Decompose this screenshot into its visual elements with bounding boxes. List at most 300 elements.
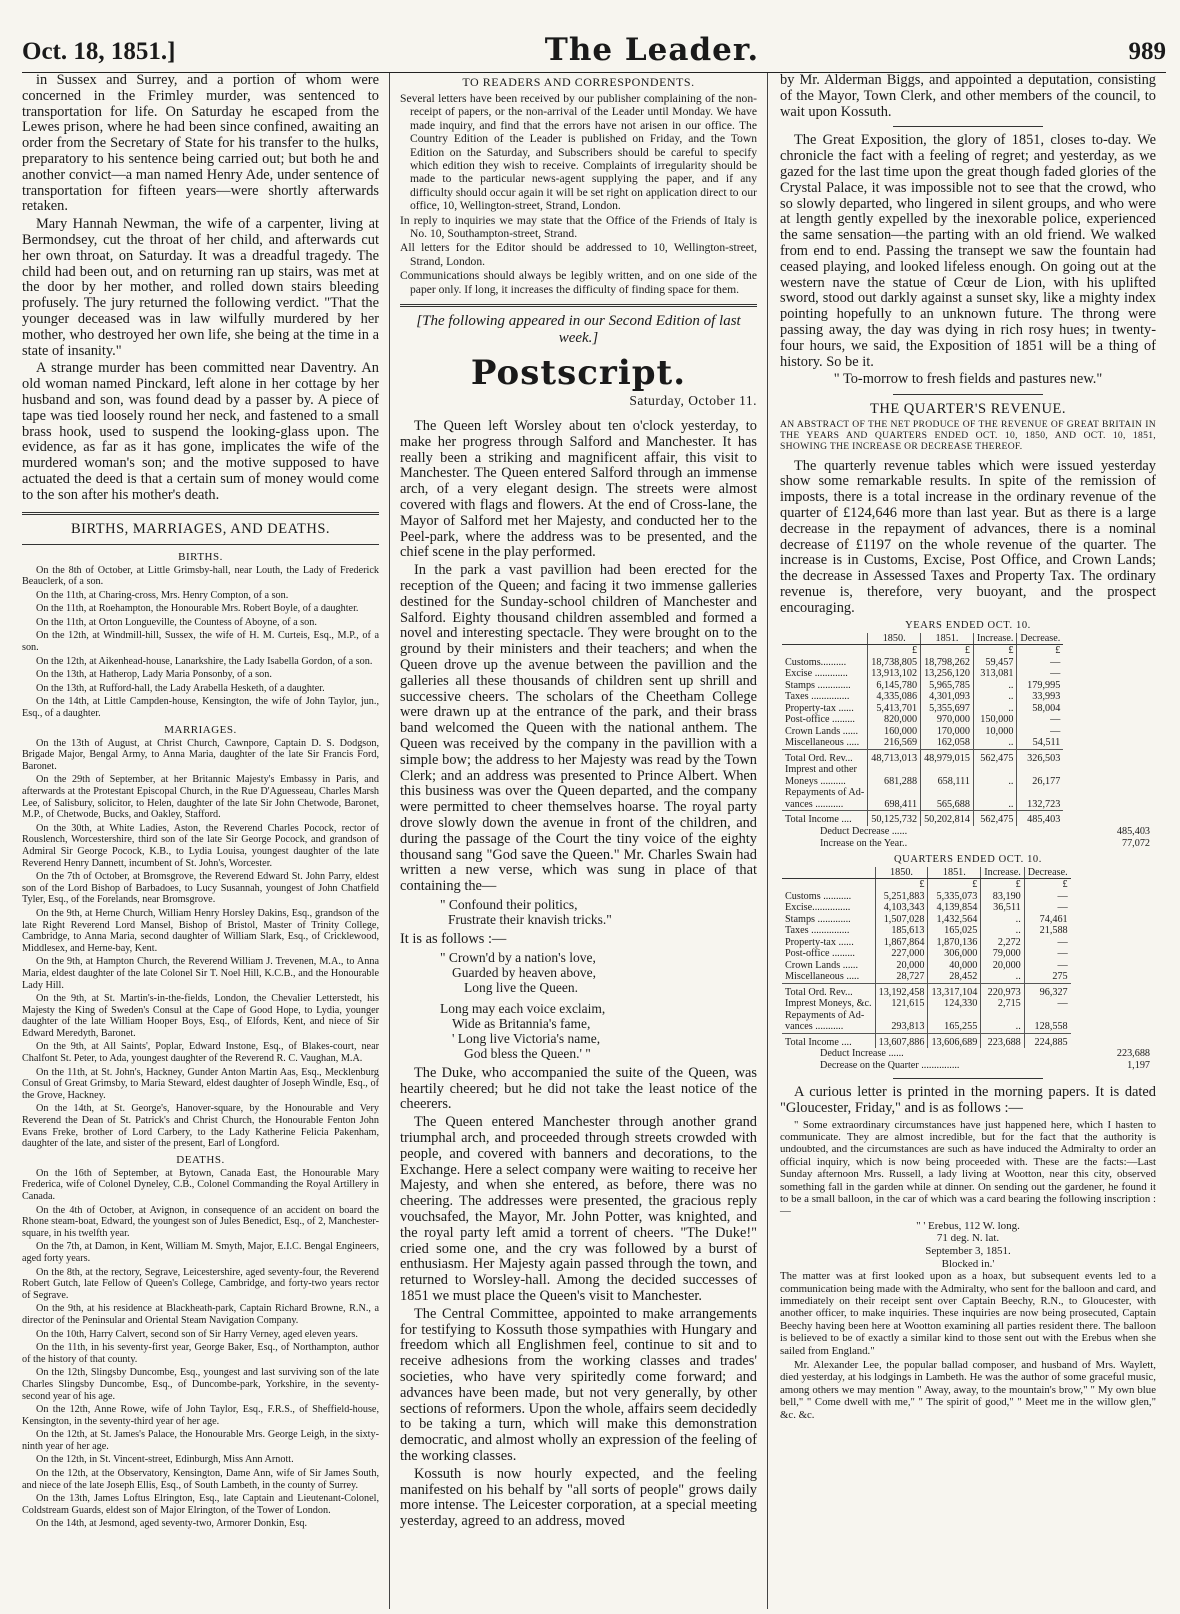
adjustment-row — [780, 838, 1156, 850]
table-cell: £ — [921, 645, 974, 657]
table-cell: Decrease. — [1017, 633, 1063, 645]
row-label: vances ........... — [785, 1021, 844, 1032]
table-cell — [921, 764, 974, 776]
table-cell: 293,813 — [875, 1021, 928, 1033]
table-cell: 40,000 — [928, 960, 981, 972]
table-cell: 48,713,013 — [868, 749, 921, 764]
marriage-notice: On the 9th, at Hampton Church, the Reverend William J. Trevenen, M.A., to Anna Maria, eldest daughter of the late Colonel Sir T. Noel Hill, K.C.B., and the Honourable Lady Hill. — [22, 956, 379, 991]
table-cell: 562,475 — [973, 811, 1016, 826]
row-label: vances ........... — [785, 798, 844, 810]
table-cell: 1,870,136 — [928, 937, 981, 949]
row-label: Post-office ......... — [785, 714, 855, 725]
table-cell — [981, 1010, 1024, 1022]
table-cell — [921, 787, 974, 799]
table-cell: 313,081 — [973, 668, 1016, 680]
table-cell: 83,190 — [981, 891, 1024, 903]
table-cell: 4,103,343 — [875, 902, 928, 914]
notice-paragraph: In reply to inquiries we may state that the Office of the Friends of Italy is No. 10, Southampton-street, Strand. — [400, 213, 757, 241]
table-cell: 121,615 — [875, 998, 928, 1010]
table-cell — [973, 787, 1016, 799]
table-row — [782, 983, 1071, 998]
notice-paragraph: Several letters have been received by our publisher complaining of the non-receipt of papers, or the non-arrival of the Leader until Monday. We have made inquiry, and find that the errors have not arisen in our office. The Country Edition of the Leader is published on Friday, and the Town Edition on the Saturday, and Subscribers should be careful to specify which edition they wish to receive. Complaints of irregularity should be made to the particular news-agent supplying the paper, and if any difficulty should occur again it will be set right on application direct to our office, 10, Wellington-street, Strand, London. — [400, 92, 757, 213]
article-paragraph: Kossuth is now hourly expected, and the feeling manifested on his behalf by "all sorts of people" grows daily more intense. The Leicester corporation, at a special meeting yesterday, agreed to an address, moved — [400, 1465, 757, 1530]
birth-notice: On the 12th, at Aikenhead-house, Lanarkshire, the Lady Isabella Gordon, of a son. — [36, 655, 373, 667]
row-label — [782, 633, 868, 645]
short-divider — [893, 394, 1043, 395]
column-right — [768, 73, 1156, 1609]
adjustment-value: 77,072 — [1121, 837, 1150, 849]
birth-notice: On the 8th of October, at Little Grimsby-hall, near Louth, the Lady of Frederick Beauclerk, of a son. — [22, 564, 379, 588]
manchester-kossuth-article — [400, 1066, 757, 1530]
deputation-text: by Mr. Alderman Biggs, and appointed a deputation, consisting of the Mayor, Town Clerk, and other members of the council, to wait upon Kossuth. — [780, 73, 1156, 120]
verse-line: Long live the Queen. — [464, 979, 578, 995]
row-label: Repayments of Ad- — [785, 1009, 865, 1021]
inscription-line: Blocked in.' — [941, 1257, 995, 1270]
table-row — [782, 937, 1071, 949]
death-notice: On the 13th, James Loftus Elrington, Esq., late Captain and Lieutenant-Colonel, Coldstream Guards, eldest son of Major Elrington, of the Tower of London. — [22, 1493, 379, 1516]
article-paragraph: The Queen entered Manchester through another grand triumphal arch, and proceeded through streets crowded with people, and covered with banners and decorations, to the Exchange. Here a select company were waiting to receive her Majesty, and when she entered, as before, there was no cheering. The addresses were presented, the gracious reply vouchsafed, the Mayor, Mr. John Potter, was knighted, and the royal party left amid a torrent of cheers. "The Duke!" cried some one, and the cry was followed by a burst of enthusiasm. Her Majesty again passed through the town, and returned to Worsley-hall. Among the decided successes of 1851 we must place the Queen's visit to Manchester. — [400, 1114, 757, 1304]
table-cell: 13,317,104 — [928, 983, 981, 998]
table-header-row — [782, 867, 1071, 879]
death-notice: On the 11th, in his seventy-first year, George Baker, Esq., of Northampton, author of the history of that county. — [22, 1342, 379, 1365]
table-cell: 658,111 — [921, 776, 974, 788]
table-row — [782, 971, 1071, 983]
table-row — [782, 749, 1063, 764]
table-row — [782, 811, 1063, 826]
row-label: Total Ord. Rev... — [782, 749, 868, 764]
death-notice: On the 12th, in St. Vincent-street, Edinburgh, Miss Ann Arnott. — [36, 1454, 294, 1466]
marriages-list — [22, 738, 379, 1150]
adjustment-label: Decrease on the Quarter ............... — [820, 1060, 960, 1071]
birth-notice: On the 12th, at Windmill-hill, Sussex, the wife of H. M. Curteis, Esq., M.P., of a son. — [22, 630, 379, 654]
row-label: Repayments of Ad- — [785, 787, 865, 798]
table-cell: — — [1024, 948, 1070, 960]
verse-original — [440, 897, 757, 927]
news-paragraph: in Sussex and Surrey, and a portion of whom were concerned in the Frimley murder, was sentenced to transportation for life. On Saturday he escaped from the Lewes prison, where he had been since confined, awaiting an order from the Secretary of State for his transfer to the hulks, preparatory to his sentence being carried out; but both he and another convict—a man named Henry Ade, under sentence of transportation for fifteen years—were shortly afterwards retaken. — [22, 73, 379, 215]
table-cell: 4,139,854 — [928, 902, 981, 914]
table-cell: 170,000 — [921, 726, 974, 738]
table-cell: 216,569 — [868, 737, 921, 749]
marriage-notice: On the 7th of October, at Bromsgrove, the Reverend Edward St. John Parry, eldest son of the Lord Bishop of Barbadoes, to Lucy Susannah, youngest of John Chatfield Tyler, Esq., of the Forelands, near Bromsgrove. — [22, 871, 379, 906]
table-row — [782, 891, 1071, 903]
table-cell: 165,255 — [928, 1021, 981, 1033]
revenue-subtitle: AN ABSTRACT OF THE NET PRODUCE OF THE REVENUE OF GREAT BRITAIN IN THE YEARS AND QUARTERS ENDED OCT. 10, 1850, AND OCT. 10, 1851, SHOWING THE INCREASE OR DECREASE THEREOF. — [780, 419, 1156, 452]
table-cell: 96,327 — [1024, 983, 1070, 998]
table-cell: £ — [973, 645, 1016, 657]
inscription-line: 71 deg. N. lat. — [936, 1232, 1000, 1245]
marriage-notice: On the 9th, at Herne Church, William Henry Horsley Dakins, Esq., grandson of the late Right Reverend Lord Mansel, Bishop of Bristol, Master of Trinity College, Cambridge, to Anna Maria, second daughter of William Slark, Esq., of Cricklewood, Middlesex, and Herne-bay, Kent. — [22, 907, 379, 954]
table-cell: 227,000 — [875, 948, 928, 960]
postscript-dateline: Saturday, October 11. — [629, 393, 757, 409]
table-row — [782, 1021, 1071, 1033]
row-label: Total Income .... — [782, 1033, 875, 1048]
table-cell: 13,192,458 — [875, 983, 928, 998]
quarters-revenue-table — [782, 867, 1071, 1049]
birth-notice: On the 11th, at Charing-cross, Mrs. Henry Compton, of a son. — [36, 589, 289, 601]
table-cell: Increase. — [973, 633, 1016, 645]
marriage-notice: On the 13th of August, at Christ Church, Cawnpore, Captain D. S. Dodgson, Brigade Major, Bengal Army, to Anna Maria, daughter of the late Sir Francis Ford, Baronet. — [22, 737, 379, 772]
table-row — [782, 960, 1071, 972]
masthead — [22, 8, 1166, 73]
table-cell: 5,355,697 — [921, 703, 974, 715]
table-cell: 820,000 — [868, 714, 921, 726]
column-left — [22, 73, 390, 1609]
table-row — [782, 726, 1063, 738]
table-cell: 33,993 — [1017, 691, 1063, 703]
table-cell: 565,688 — [921, 799, 974, 811]
death-notice: On the 10th, Harry Calvert, second son of Sir Harry Verney, aged eleven years. — [36, 1328, 358, 1340]
table-cell: 128,558 — [1024, 1021, 1070, 1033]
death-notice: On the 7th, at Damon, in Kent, William M. Smyth, Major, E.I.C. Bengal Engineers, aged forty years. — [22, 1241, 379, 1264]
births-list — [22, 565, 379, 720]
table-cell: 306,000 — [928, 948, 981, 960]
short-divider — [893, 126, 1043, 127]
row-label: Stamps ............. — [785, 679, 851, 691]
row-label: Customs ........... — [785, 890, 852, 902]
postscript-title: Postscript. — [470, 353, 687, 394]
table-row — [782, 1010, 1071, 1022]
table-row — [782, 879, 1071, 891]
newspaper-title: The Leader. — [544, 32, 760, 68]
adjustment-row — [780, 1060, 1156, 1072]
death-notice: On the 12th, Anne Rowe, wife of John Taylor, Esq., F.R.S., of Sheffield-house, Kensington, in the seventy-third year of her age. — [22, 1404, 379, 1427]
crime-news — [22, 73, 379, 504]
table-cell — [868, 787, 921, 799]
table-cell — [1017, 787, 1063, 799]
row-label: Imprest and other — [785, 764, 857, 775]
table-cell: 13,606,689 — [928, 1033, 981, 1048]
table-cell: .. — [973, 799, 1016, 811]
table-row — [782, 703, 1063, 715]
verse-line: Long may each voice exclaim, — [440, 1000, 606, 1016]
article-paragraph: The Queen left Worsley about ten o'clock yesterday, to make her progress through Salford and Manchester. It has really been a striking and magnificent affair, this visit to Manchester. The Queen entered Salford through an immense arch, of a very elegant design. The streets were almost covered with flags and flowers. At the end of Cross-lane, the Mayor of Salford met her Majesty, and conducted her to the Peel-park, where the address was to be presented, and the chief scene in the play performed. — [400, 418, 757, 561]
table-cell: 160,000 — [868, 726, 921, 738]
table-cell: 50,125,732 — [868, 811, 921, 826]
deaths-list — [22, 1168, 379, 1530]
letter-body: " Some extraordinary circumstances have just happened here, which I hasten to communicate. They are almost incredible, but for the fact that the authority is undoubted, and the circumstances are such as have induced the Admiralty to order an official inquiry, which is now being proceeded with. These are the facts:—Last Sunday afternoon Mrs. Russell, a lady living at Wootton, near this city, observed something fall in the garden while at dinner. On sending out the gardener, he found it to be a small balloon, in the car of which was a card bearing the following inscription :— — [780, 1118, 1156, 1218]
table-cell: 1851. — [921, 633, 974, 645]
adjustment-value: 223,688 — [1116, 1048, 1150, 1059]
marriage-notice: On the 30th, at White Ladies, Aston, the Reverend Charles Pocock, rector of Rouslench, Worcestershire, third son of the late Sir George Pocock, and grandson of Admiral Sir George Pocock, K.B., to Lydia Louisa, youngest daughter of the late Reverend Henry Dannett, incumbent of St. John's, Worcester. — [22, 822, 379, 869]
table-cell: — — [1024, 960, 1070, 972]
table-cell: — — [1024, 998, 1070, 1010]
table-row — [782, 902, 1071, 914]
table-cell: £ — [868, 645, 921, 657]
table-cell: — — [1024, 891, 1070, 903]
table-cell: 13,256,120 — [921, 668, 974, 680]
table-cell: 5,335,073 — [928, 891, 981, 903]
table-cell: .. — [973, 680, 1016, 692]
adjustment-row — [780, 1048, 1156, 1060]
death-notice: On the 12th, Slingsby Duncombe, Esq., youngest and last surviving son of the late Charles Slingsby Duncombe, Esq., of Duncombe-park, Yorkshire, in the seventy-second year of his age. — [22, 1367, 379, 1402]
table-cell: 1,867,864 — [875, 937, 928, 949]
adjustment-value: 1,197 — [1127, 1060, 1150, 1071]
table-cell: 26,177 — [1017, 776, 1063, 788]
verse-line: " Crown'd by a nation's love, — [440, 949, 596, 965]
adjustment-value: 485,403 — [1116, 825, 1150, 837]
table-cell: — — [1017, 668, 1063, 680]
second-edition-note: [The following appeared in our Second Edition of last week.] — [416, 313, 741, 347]
row-label: Customs.......... — [785, 656, 847, 668]
table-row — [782, 680, 1063, 692]
birth-notice: On the 11th, at Roehampton, the Honourable Mrs. Robert Boyle, of a daughter. — [36, 603, 359, 615]
news-paragraph: Mary Hannah Newman, the wife of a carpenter, living at Bermondsey, cut the throat of her child, and afterwards cut her own throat, on Saturday. It was a dreadful tragedy. The child had been out, and on returning ran up stairs, was met at the door by her mother, and rolled down stairs bleeding profusely. The jury returned the following verdict. "That the younger deceased was in law wilfully murdered by her mother, who destroyed her own life, she being at the time in a state of insanity." — [22, 216, 379, 359]
table-cell: 6,145,780 — [868, 680, 921, 692]
table-cell: 326,503 — [1017, 749, 1063, 764]
years-table-caption: YEARS ENDED OCT. 10. — [905, 619, 1031, 631]
table-cell: 2,715 — [981, 998, 1024, 1010]
table-cell: 13,913,102 — [868, 668, 921, 680]
table-row — [782, 914, 1071, 926]
row-label — [782, 867, 875, 879]
section-title-bmd: BIRTHS, MARRIAGES, AND DEATHS. — [70, 520, 331, 537]
table-row — [782, 998, 1071, 1010]
table-cell: 150,000 — [973, 714, 1016, 726]
table-row — [782, 764, 1063, 776]
table-cell: 165,025 — [928, 925, 981, 937]
table-cell: .. — [973, 691, 1016, 703]
verse-line: Guarded by heaven above, — [452, 964, 596, 980]
article-paragraph: In the park a vast pavillion had been erected for the reception of the Queen; and facing it two immense galleries destined for the Sunday-school children of Manchester and Salford. Eighty thousand children assembled and formed a novel and interesting spectacle. They were brought on to the ground by their ministers and their teachers; and when the Queen drove up the avenue between the pavillion and the galleries all these thousands of children sent up shrill and successive cheers. The scholars of the Cheetham College were drawn up at the entrance of the park, and their brass band welcomed the Queen with the national anthem. The Queen was received by the company in the pavillion with a simple bow; the address to her Majesty was read by the Town Clerk; and an address was presented to Prince Albert. When this business was over the Queen departed, and the company were permitted to cheer themselves hoarse. The royal party drove slowly down the avenue in front of the children, and during the passage of the Court the tiny voice of the eighty thousand sang "God save the Queen." Mr. Charles Swain had written a new verse, which was sung in place of that containing the— — [400, 562, 757, 895]
table-cell: 185,613 — [875, 925, 928, 937]
death-notice: On the 8th, at the rectory, Segrave, Leicestershire, aged seventy-four, the Reverend Robert Gutch, late Fellow of Queen's College, Cambridge, and forty-two years rector of Segrave. — [22, 1266, 379, 1301]
death-notice: On the 4th of October, at Avignon, in consequence of an accident on board the Rhone steam-boat, Edward, the youngest son of Jules Benedict, Esq., of 2, Manchester-square, in his twelfth year. — [22, 1204, 379, 1239]
table-row — [782, 799, 1063, 811]
marriage-notice: On the 11th, at St. John's, Hackney, Gunder Anton Martin Aas, Esq., Mecklenburg Consul of Great Grimsby, to Maria Steward, eldest daughter of Joseph Windle, Esq., of the Grove, Hackney. — [22, 1066, 379, 1101]
short-divider — [893, 1078, 1043, 1079]
verse-new — [440, 950, 757, 1061]
row-label: Moneys .......... — [785, 775, 846, 787]
table-row — [782, 645, 1063, 657]
row-label: Excise ............. — [785, 668, 848, 679]
table-cell: — — [1017, 714, 1063, 726]
table-cell — [875, 1010, 928, 1022]
table-cell: .. — [973, 737, 1016, 749]
inscription-line: " ' Erebus, 112 W. long. — [916, 1219, 1020, 1232]
table-cell — [1017, 764, 1063, 776]
news-paragraph: A strange murder has been committed near Daventry. An old woman named Pinckard, left alone in her cottage by her husband and son, was found dead by a passer by. A piece of tape was tied loosely round her neck, and fastened to a small brass hook, used to suspend the looking-glass upon. The evidence, as far as it has gone, implicates the wife of the murdered woman's son; and the motive supposed to have actuated the deed is that a certain sum of money would come to the son after his mother's death. — [22, 360, 379, 503]
table-cell: .. — [981, 1021, 1024, 1033]
row-label: Stamps ............. — [785, 913, 851, 925]
table-cell: Decrease. — [1024, 867, 1070, 879]
row-label: Crown Lands ...... — [785, 959, 859, 971]
death-notice: On the 12th, at the Observatory, Kensington, Dame Ann, wife of Sir James South, and niece of the late Joseph Ellis, Esq., of South Lambeth, in the county of Surrey. — [22, 1468, 379, 1491]
table-cell — [928, 1010, 981, 1022]
table-cell: .. — [973, 776, 1016, 788]
table-cell: 36,511 — [981, 902, 1024, 914]
adjustment-label: Deduct Decrease ...... — [820, 825, 908, 837]
marriages-heading: MARRIAGES. — [164, 723, 237, 736]
table-header-row — [782, 633, 1063, 645]
table-cell: — — [1024, 937, 1070, 949]
table-cell: 1851. — [928, 867, 981, 879]
adjustment-row — [780, 826, 1156, 838]
table-cell: £ — [1017, 645, 1063, 657]
columns — [22, 73, 1166, 1609]
balloon-inscription — [780, 1220, 1156, 1270]
lee-obituary: Mr. Alexander Lee, the popular ballad composer, and husband of Mrs. Waylett, died yesterday, at his lodgings in Lambeth. He was the author of some graceful music, among others we may mention " Away, away, to the mountain's brow," " My own blue bell," " Come dwell with me," " The spirit of good," " Meet me in the willow glen," &c. &c. — [780, 1359, 1156, 1421]
exhibition-quote: " To-morrow to fresh fields and pastures new." — [833, 371, 1103, 388]
row-label: Property-tax ...... — [785, 702, 854, 714]
table-cell: 4,335,086 — [868, 691, 921, 703]
table-cell: Increase. — [981, 867, 1024, 879]
row-label — [782, 879, 875, 891]
table-cell: 179,995 — [1017, 680, 1063, 692]
adjustment-label: Deduct Increase ...... — [820, 1048, 904, 1059]
letter-continuation: The matter was at first looked upon as a hoax, but subsequent events led to a communication being made with the Admiralty, who sent for the balloon and card, and immediately on their receipt sent over Captain Beechy, R.N., to Gloucester, with another officer, to make inquiries. These inquiries are now being prosecuted, Captain Beechy having been here at Wootton examining all parties resident there. The balloon is believed to be of exactly a similar kind to those sent out with the Erebus when she sailed from England." — [780, 1270, 1156, 1357]
quarters-table-caption: QUARTERS ENDED OCT. 10. — [893, 853, 1042, 865]
table-cell: 132,723 — [1017, 799, 1063, 811]
revenue-summary: The quarterly revenue tables which were issued yesterday show some remarkable results. In spite of the remission of imposts, there is a total increase in the ordinary revenue of the quarter of £124,646 more than last year. But as there is a large decrease in the repayment of advances, there is a nominal decrease of £1197 on the whole revenue of the quarter. The increase is in Customs, Excise, Post Office, and Crown Lands; the decrease in Assessed Taxes and Property Tax. The ordinary revenue is, therefore, very buoyant, and the prospect encouraging. — [780, 457, 1156, 616]
row-label: Excise............... — [785, 902, 851, 913]
table-cell: 223,688 — [981, 1033, 1024, 1048]
marriage-notice: On the 14th, at St. George's, Hanover-square, by the Honourable and Very Reverend the Dean of St. Patrick's and Christ Church, the Honourable Fenton John Evans Freke, brother of Lord Carbery, to the Lady Katherine Felicia Pakenham, daughter of the late, and sister of the present, Earl of Longford. — [22, 1103, 379, 1150]
years-adjustment — [780, 826, 1156, 850]
row-label: Crown Lands ...... — [785, 725, 859, 737]
row-label: Taxes ............... — [785, 925, 850, 936]
table-cell: 220,973 — [981, 983, 1024, 998]
inscription-line: September 3, 1851. — [925, 1245, 1011, 1258]
table-row — [782, 925, 1071, 937]
notice-paragraph: Communications should always be legibly written, and on one side of the paper only. If long, it increases the difficulty of finding space for them. — [400, 269, 757, 296]
notice-heading: TO READERS AND CORRESPONDENTS. — [462, 75, 695, 89]
table-cell: 162,058 — [921, 737, 974, 749]
table-cell: 10,000 — [973, 726, 1016, 738]
table-row — [782, 787, 1063, 799]
table-cell: — — [1017, 657, 1063, 669]
table-cell: 20,000 — [875, 960, 928, 972]
table-cell: 698,411 — [868, 799, 921, 811]
row-label — [782, 645, 868, 657]
revenue-title: THE QUARTER'S REVENUE. — [870, 401, 1066, 418]
row-label: Imprest Moneys, &c. — [785, 998, 872, 1009]
table-cell: 2,272 — [981, 937, 1024, 949]
verse-line: Wide as Britannia's fame, — [452, 1015, 591, 1031]
table-cell: .. — [981, 914, 1024, 926]
table-cell: 48,979,015 — [921, 749, 974, 764]
quarters-adjustment — [780, 1048, 1156, 1072]
table-cell: 970,000 — [921, 714, 974, 726]
deaths-heading: DEATHS. — [176, 1153, 225, 1166]
table-cell: £ — [981, 879, 1024, 891]
table-row — [782, 657, 1063, 669]
table-cell: 124,330 — [928, 998, 981, 1010]
table-row — [782, 948, 1071, 960]
birth-notice: On the 13th, at Rufford-hall, the Lady Arabella Hesketh, of a daughter. — [36, 682, 325, 694]
table-cell: 4,301,093 — [921, 691, 974, 703]
table-cell: 5,965,785 — [921, 680, 974, 692]
marriage-notice: On the 9th, at All Saints', Poplar, Edward Instone, Esq., of Blakes-court, near Chalfont St. Peter, to Ada, youngest daughter of the Reverend R. C. Vaughan, M.A. — [22, 1041, 379, 1065]
marriage-notice: On the 9th, at St. Martin's-in-the-fields, London, the Chevalier Letterstedt, his Majesty the King of Sweden's Consul at the Cape of Good Hope, to Lydia, younger daughter of the late William Hooper Boys, Esq., of Elfords, Kent, and niece of Sir Edward Meredyth, Baronet. — [22, 993, 379, 1039]
table-cell: 562,475 — [973, 749, 1016, 764]
table-row — [782, 714, 1063, 726]
row-label: Total Income .... — [782, 811, 868, 826]
row-label: Post-office ......... — [785, 948, 855, 959]
verse-line: God bless the Queen.' " — [464, 1045, 591, 1061]
table-cell: 59,457 — [973, 657, 1016, 669]
column-middle — [390, 73, 768, 1609]
table-cell: £ — [875, 879, 928, 891]
table-cell: 18,738,805 — [868, 657, 921, 669]
table-cell: 224,885 — [1024, 1033, 1070, 1048]
table-cell: 5,251,883 — [875, 891, 928, 903]
table-cell: 50,202,814 — [921, 811, 974, 826]
table-cell: 485,403 — [1017, 811, 1063, 826]
row-label: Total Ord. Rev... — [782, 983, 875, 998]
table-cell — [973, 764, 1016, 776]
table-cell: 28,452 — [928, 971, 981, 983]
table-cell: 1850. — [875, 867, 928, 879]
births-heading: BIRTHS. — [178, 550, 223, 563]
death-notice: On the 12th, at St. James's Palace, the Honourable Mrs. George Leigh, in the sixty-ninth year of her age. — [22, 1429, 379, 1452]
death-notice: On the 16th of September, at Bytown, Canada East, the Honourable Mary Frederica, wife of Colonel Dyneley, C.B., Colonel Commanding the Royal Artillery in Canada. — [22, 1167, 379, 1203]
queen-visit-article — [400, 419, 757, 895]
table-cell: 28,727 — [875, 971, 928, 983]
table-cell: 1,432,564 — [928, 914, 981, 926]
adjustment-label: Increase on the Year.. — [820, 837, 908, 849]
table-cell — [1024, 1010, 1070, 1022]
as-follows-line: It is as follows :— — [400, 931, 507, 947]
birth-notice: On the 14th, at Little Campden-house, Kensington, the wife of John Taylor, jun., Esq., of a daughter. — [22, 696, 379, 720]
verse-line: " Confound their politics, — [440, 897, 578, 912]
table-cell: — — [1024, 902, 1070, 914]
issue-date: Oct. 18, 1851.] — [22, 38, 176, 65]
table-cell: 18,798,262 — [921, 657, 974, 669]
table-row — [782, 691, 1063, 703]
table-cell: 13,607,886 — [875, 1033, 928, 1048]
table-cell: 275 — [1024, 971, 1070, 983]
table-cell: £ — [1024, 879, 1070, 891]
table-cell: 20,000 — [981, 960, 1024, 972]
row-label: Miscellaneous ..... — [785, 737, 860, 748]
row-label: Taxes ............... — [785, 691, 850, 702]
verse-line: Frustrate their knavish tricks." — [448, 912, 612, 927]
section-divider — [22, 544, 379, 545]
table-cell: 1,507,028 — [875, 914, 928, 926]
page-number: 989 — [1128, 38, 1166, 65]
birth-notice: On the 13th, at Hatherop, Lady Maria Ponsonby, of a son. — [36, 669, 272, 681]
article-paragraph: The Duke, who accompanied the suite of the Queen, was heartily cheered; but he did not take the least notice of the cheerers. — [400, 1064, 757, 1113]
table-row — [782, 1033, 1071, 1048]
notice-paragraph: All letters for the Editor should be addressed to 10, Wellington-street, Strand, London. — [400, 241, 757, 268]
death-notice: On the 14th, at Jesmond, aged seventy-two, Armorer Donkin, Esq. — [36, 1518, 308, 1530]
table-row — [782, 737, 1063, 749]
table-cell: — — [1017, 726, 1063, 738]
table-row — [782, 668, 1063, 680]
table-cell: 5,413,701 — [868, 703, 921, 715]
table-cell — [868, 764, 921, 776]
table-cell: .. — [981, 971, 1024, 983]
notices-to-readers — [400, 92, 757, 296]
letter-intro: A curious letter is printed in the morning papers. It is dated "Gloucester, Friday," and is as follows :— — [780, 1084, 1156, 1116]
exhibition-article: The Great Exposition, the glory of 1851, closes to-day. We chronicle the fact with a feeling of regret; and yesterday, as we gazed for the last time upon the great though faded glories of the Crystal Palace, it was impossible not to see that the crowd, who so slowly departed, who lingered in silent groups, and who were at length gently expelled by the inexorable police, experienced the same sensation—the parting with an old friend. We walked from end to end. Passing the transept we saw the fountain had ceased playing, and looked lifeless enough. On going out at the western nave the statue of Cœur de Lion, with his uplifted sword, stood out darkly against a sunset sky, like a mighty index pointing hopefully to an unknown future. The throng were passing away, the day was dying in rich rosy hues; in twenty-four hours, we said, the Exposition of 1851 will be a thing of history. So be it. — [780, 132, 1156, 370]
table-cell: 79,000 — [981, 948, 1024, 960]
verse-line: ' Long live Victoria's name, — [452, 1030, 601, 1046]
table-cell: 1850. — [868, 633, 921, 645]
section-divider — [22, 512, 379, 515]
birth-notice: On the 11th, at Orton Longueville, the Countess of Aboyne, of a son. — [36, 616, 317, 628]
table-cell: 58,004 — [1017, 703, 1063, 715]
section-divider — [400, 304, 757, 307]
table-row — [782, 776, 1063, 788]
row-label: Property-tax ...... — [785, 936, 854, 948]
years-revenue-table — [782, 633, 1063, 826]
table-cell: 681,288 — [868, 776, 921, 788]
table-cell: 54,511 — [1017, 737, 1063, 749]
table-cell: £ — [928, 879, 981, 891]
death-notice: On the 9th, at his residence at Blackheath-park, Captain Richard Browne, R.N., a director of the Peninsular and Oriental Steam Navigation Company. — [22, 1303, 379, 1326]
marriage-notice: On the 29th of September, at her Britannic Majesty's Embassy in Paris, and afterwards at the Protestant Episcopal Church, in the Rue D'Aguesseau, Charles Marsh Lee, of Salisbury, solicitor, to Helen, daughter of the late Sir John Chetwode, Baronet, M.P., of Chetwode, Bucks, and Oakley, Stafford. — [22, 774, 379, 821]
